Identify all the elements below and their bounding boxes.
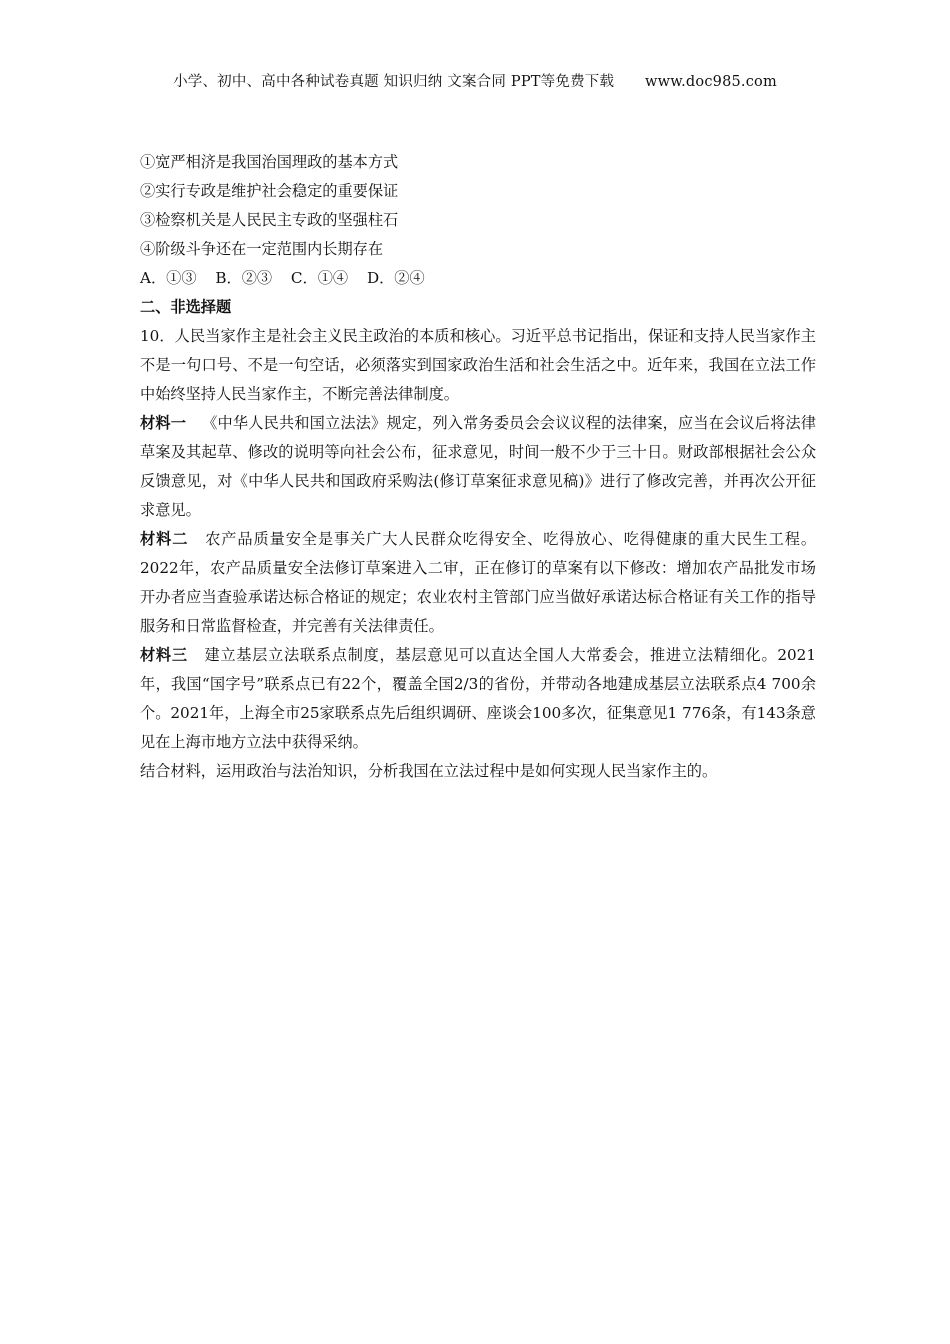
header-title: 小学、初中、高中各种试卷真题 知识归纳 文案合同 PPT等免费下载 [173, 74, 615, 90]
header-site[interactable]: www.doc985.com [644, 74, 777, 90]
option-a: A．①③ [140, 269, 197, 287]
option-d: D．②④ [366, 269, 425, 287]
document-body [140, 148, 816, 786]
material-3-label: 材料三 [140, 646, 188, 664]
option-b: B．②③ [215, 269, 273, 287]
material-1 [140, 409, 816, 525]
material-2 [140, 525, 816, 641]
material-2-text: 农产品质量安全是事关广大人民群众吃得安全、吃得放心、吃得健康的重大民生工程。2022年，农产品质量安全法修订草案进入二审，正在修订的草案有以下修改：增加农产品批发市场开办者应当查验承诺达标合格证的规定；农业农村主管部门应当做好承诺达标合格证有关工作的指导服务和日常监督检查，并完善有关法律责任。 [140, 530, 817, 635]
answer-options [140, 264, 816, 293]
material-3 [140, 641, 816, 757]
question-10-intro: 10．人民当家作主是社会主义民主政治的本质和核心。习近平总书记指出，保证和支持人民当家作主不是一句口号、不是一句空话，必须落实到国家政治生活和社会生活之中。近年来，我国在立法工作中始终坚持人民当家作主，不断完善法律制度。 [140, 327, 816, 403]
material-1-label: 材料一 [140, 414, 187, 432]
material-2-label: 材料二 [140, 530, 189, 548]
statement-1: ①宽严相济是我国治国理政的基本方式 [140, 153, 399, 171]
option-c: C．①④ [290, 269, 349, 287]
page-header [0, 70, 950, 91]
statement-4: ④阶级斗争还在一定范围内长期存在 [140, 240, 383, 258]
section-title: 二、非选择题 [140, 298, 232, 316]
material-1-text: 《中华人民共和国立法法》规定，列入常务委员会会议议程的法律案，应当在会议后将法律草案及其起草、修改的说明等向社会公布，征求意见，时间一般不少于三十日。财政部根据社会公众反馈意见，对《中华人民共和国政府采购法(修订草案征求意见稿)》进行了修改完善，并再次公开征求意见。 [140, 414, 817, 519]
question-10-prompt: 结合材料，运用政治与法治知识，分析我国在立法过程中是如何实现人民当家作主的。 [140, 762, 718, 780]
material-3-text: 建立基层立法联系点制度，基层意见可以直达全国人大常委会，推进立法精细化。2021年，我国“国字号”联系点已有22个，覆盖全国2/3的省份，并带动各地建成基层立法联系点4 700余个。2021年，上海全市25家联系点先后组织调研、座谈会100多次，征集意见1 776条，有143条意见在上海市地方立法中获得采纳。 [140, 646, 817, 751]
statement-3: ③检察机关是人民民主专政的坚强柱石 [140, 211, 399, 229]
statement-2: ②实行专政是维护社会稳定的重要保证 [140, 182, 399, 200]
